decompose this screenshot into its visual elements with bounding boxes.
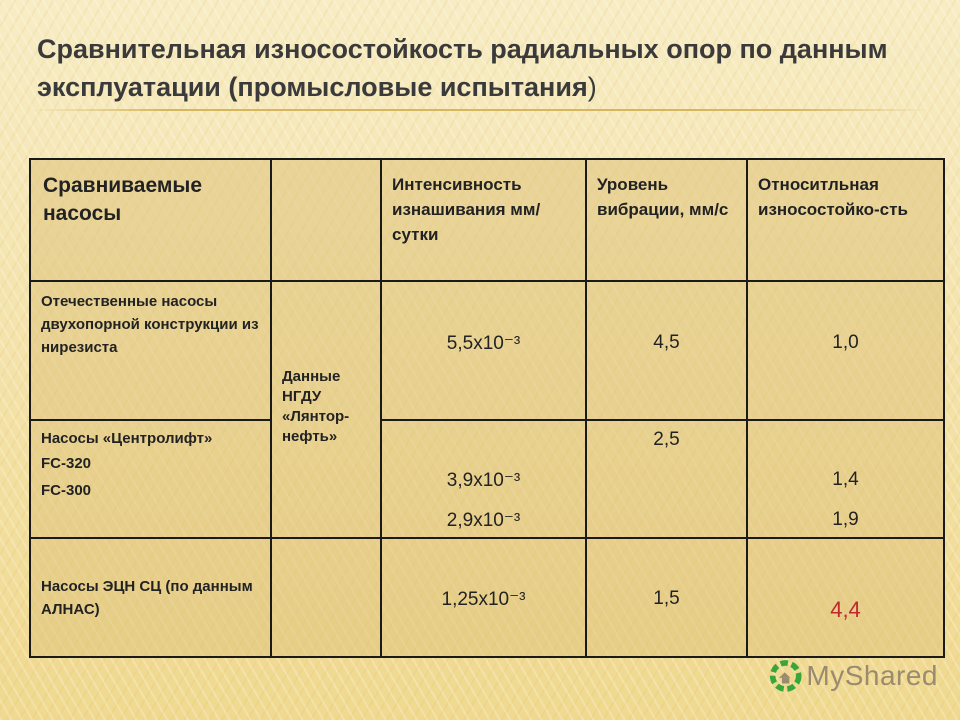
row-2-wear-rate: 3,9х10⁻³ 2,9х10⁻³ (381, 420, 586, 538)
table-row (30, 281, 944, 420)
row-3-wear-rate: 1,25х10⁻³ (381, 538, 586, 657)
row-1-name: Отечественные насосы двухопорной конструкции из нирезиста (30, 281, 271, 420)
slide-title-paren: ) (587, 72, 597, 102)
source-cell (271, 281, 381, 538)
row-1-relative: 1,0 (747, 281, 944, 420)
header-pumps: Сравниваемые насосы (30, 159, 271, 281)
row-1-vibration: 4,5 (586, 281, 747, 420)
source-text: Данные НГДУ «Лянтор-нефть» (282, 368, 350, 445)
comparison-table (29, 158, 945, 658)
highlighted-value: 4,4 (830, 597, 861, 622)
row-3-source-empty (271, 538, 381, 657)
header-wear-rate: Интенсивность изнашивания мм/сутки (381, 159, 586, 281)
row-3-name: Насосы ЭЦН СЦ (по данным АЛНАС) (30, 538, 271, 657)
row-2-vibration: 2,5 (586, 420, 747, 538)
row-2-name: Насосы «Центролифт» FC-320 FC-300 (30, 420, 271, 538)
table-row (30, 538, 944, 657)
header-vibration: Уровень вибрации, мм/с (586, 159, 747, 281)
myshared-logo-icon (768, 658, 803, 694)
row-1-wear-rate: 5,5х10⁻³ (381, 281, 586, 420)
row-3-relative (747, 538, 944, 657)
slide-title-text: Сравнительная износостойкость радиальных опор по данным эксплуатации (промысловые испытания (37, 34, 888, 102)
watermark (768, 656, 938, 696)
row-2-relative: 1,4 1,9 (747, 420, 944, 538)
table-header-row (30, 159, 944, 281)
row-3-vibration: 1,5 (586, 538, 747, 657)
slide-title (37, 30, 927, 106)
table-row (30, 420, 944, 538)
watermark-text: MyShared (806, 660, 938, 691)
header-relative-wear-resistance: Относитльная износостойко-сть (747, 159, 944, 281)
header-source (271, 159, 381, 281)
title-divider (30, 109, 930, 111)
